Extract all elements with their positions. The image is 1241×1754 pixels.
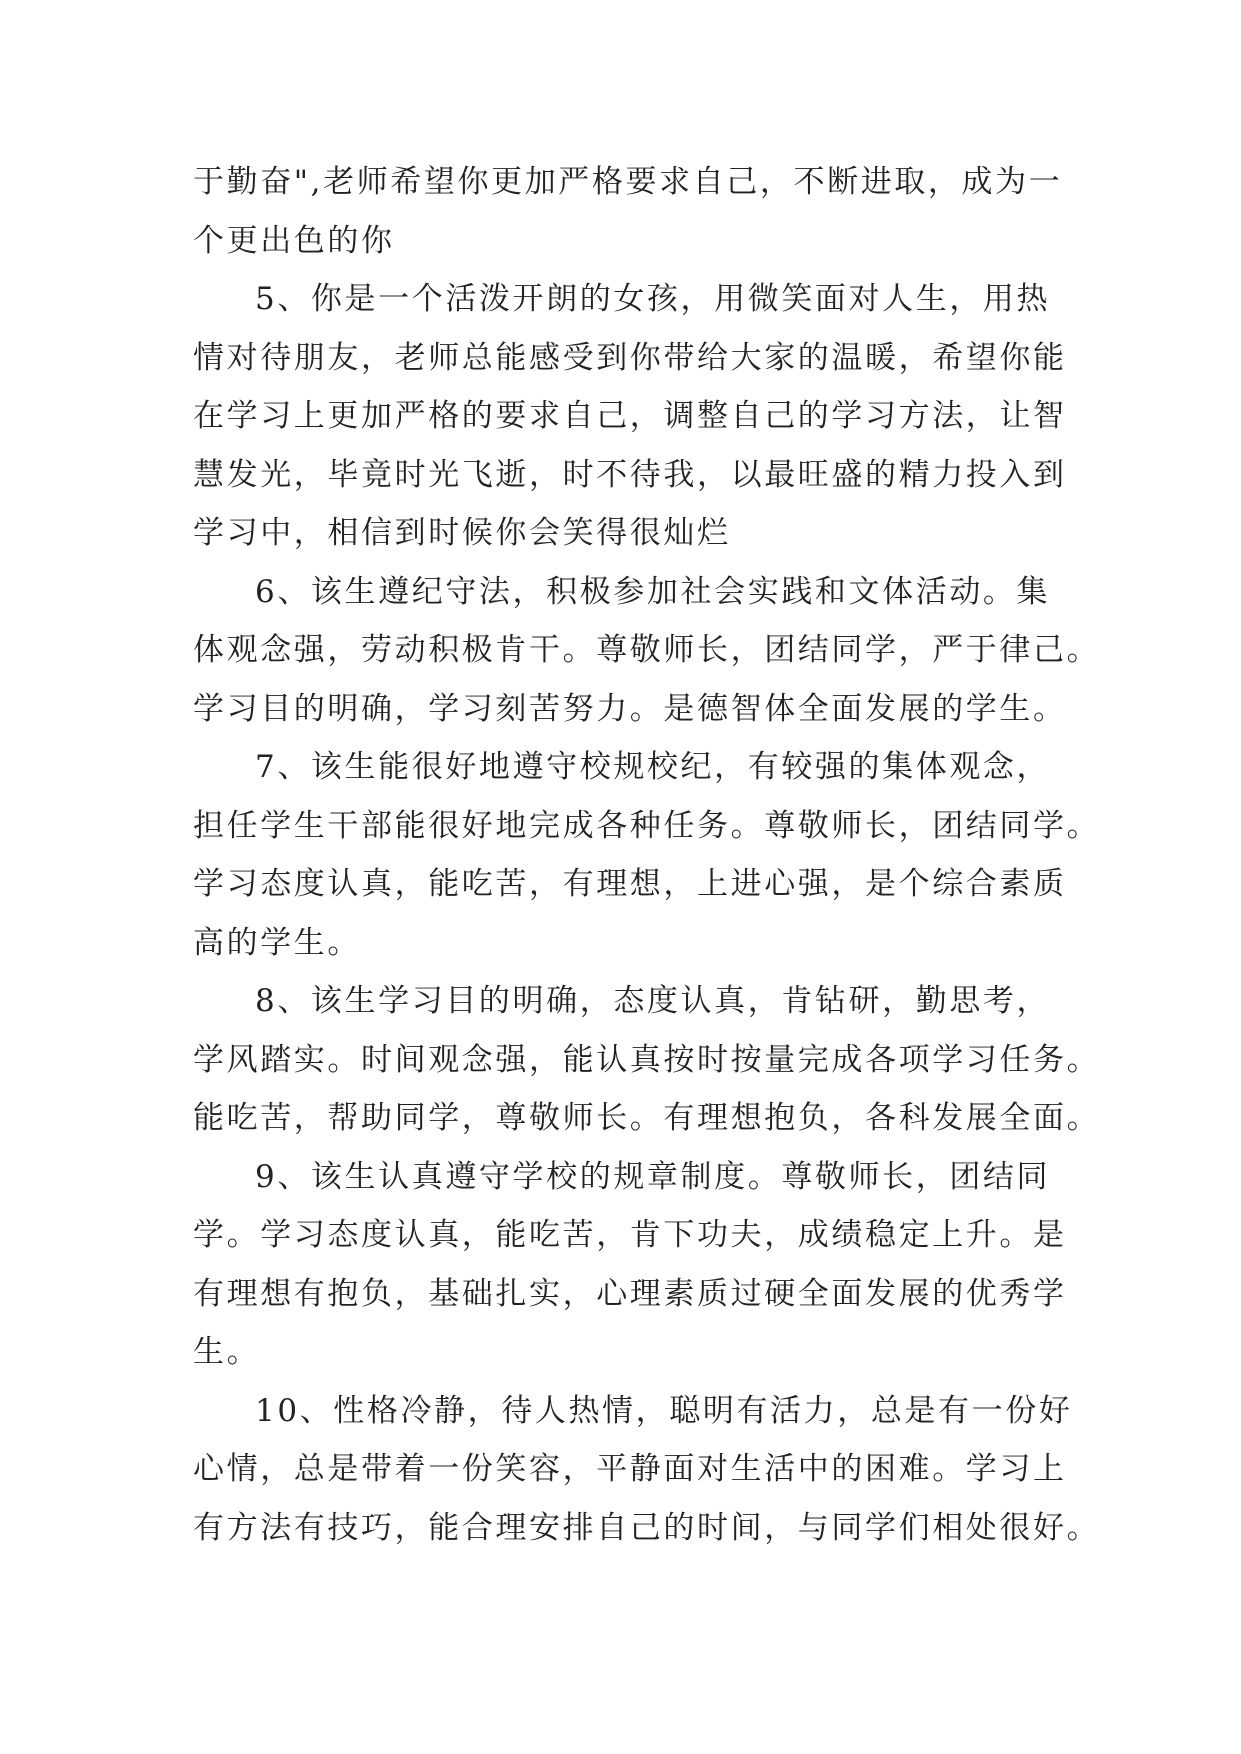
text-line: 担任学生干部能很好地完成各种任务。尊敬师长，团结同学。 xyxy=(193,807,1101,844)
text-line: 有方法有技巧，能合理安排自己的时间，与同学们相处很好。 xyxy=(193,1509,1101,1546)
text-line: 学习态度认真，能吃苦，有理想，上进心强，是个综合素质 xyxy=(193,866,1067,902)
text-line: 个更出色的你 xyxy=(193,222,395,259)
paragraph-start-line: 10、性格冷静，待人热情，聪明有活力，总是有一份好 xyxy=(255,1392,1073,1429)
paragraph-start-line: 9、该生认真遵守学校的规章制度。尊敬师长，团结同 xyxy=(255,1158,1051,1195)
paragraph-start-line: 7、该生能很好地遵守校规校纪，有较强的集体观念， xyxy=(255,749,1051,785)
text-line: 学。学习态度认真，能吃苦，肯下功夫，成绩稳定上升。是 xyxy=(193,1217,1067,1253)
text-line: 学习目的明确，学习刻苦努力。是德智体全面发展的学生。 xyxy=(193,690,1067,727)
text-line: 于勤奋",老师希望你更加严格要求自己，不断进取，成为一 xyxy=(193,164,1063,200)
text-line: 生。 xyxy=(193,1334,261,1370)
text-line: 学风踏实。时间观念强，能认真按时按量完成各项学习任务。 xyxy=(193,1041,1101,1078)
paragraph-start-line: 6、该生遵纪守法，积极参加社会实践和文体活动。集 xyxy=(255,573,1051,610)
text-line: 心情，总是带着一份笑容，平静面对生活中的困难。学习上 xyxy=(193,1451,1067,1487)
text-line: 有理想有抱负，基础扎实，心理素质过硬全面发展的优秀学 xyxy=(193,1275,1067,1312)
paragraph-start-line: 5、你是一个活泼开朗的女孩，用微笑面对人生，用热 xyxy=(255,281,1051,317)
document-body xyxy=(193,153,1101,1557)
paragraph-start-line: 8、该生学习目的明确，态度认真，肯钻研，勤思考， xyxy=(255,983,1051,1019)
text-line: 能吃苦，帮助同学，尊敬师长。有理想抱负，各科发展全面。 xyxy=(193,1100,1101,1136)
text-line: 在学习上更加严格的要求自己，调整自己的学习方法，让智 xyxy=(193,398,1067,434)
text-line: 高的学生。 xyxy=(193,924,361,961)
text-line: 学习中，相信到时候你会笑得很灿烂 xyxy=(193,515,731,551)
text-line: 慧发光，毕竟时光飞逝，时不待我，以最旺盛的精力投入到 xyxy=(193,456,1067,493)
text-line: 情对待朋友，老师总能感受到你带给大家的温暖，希望你能 xyxy=(193,339,1067,376)
text-line: 体观念强，劳动积极肯干。尊敬师长，团结同学，严于律己。 xyxy=(193,632,1101,668)
